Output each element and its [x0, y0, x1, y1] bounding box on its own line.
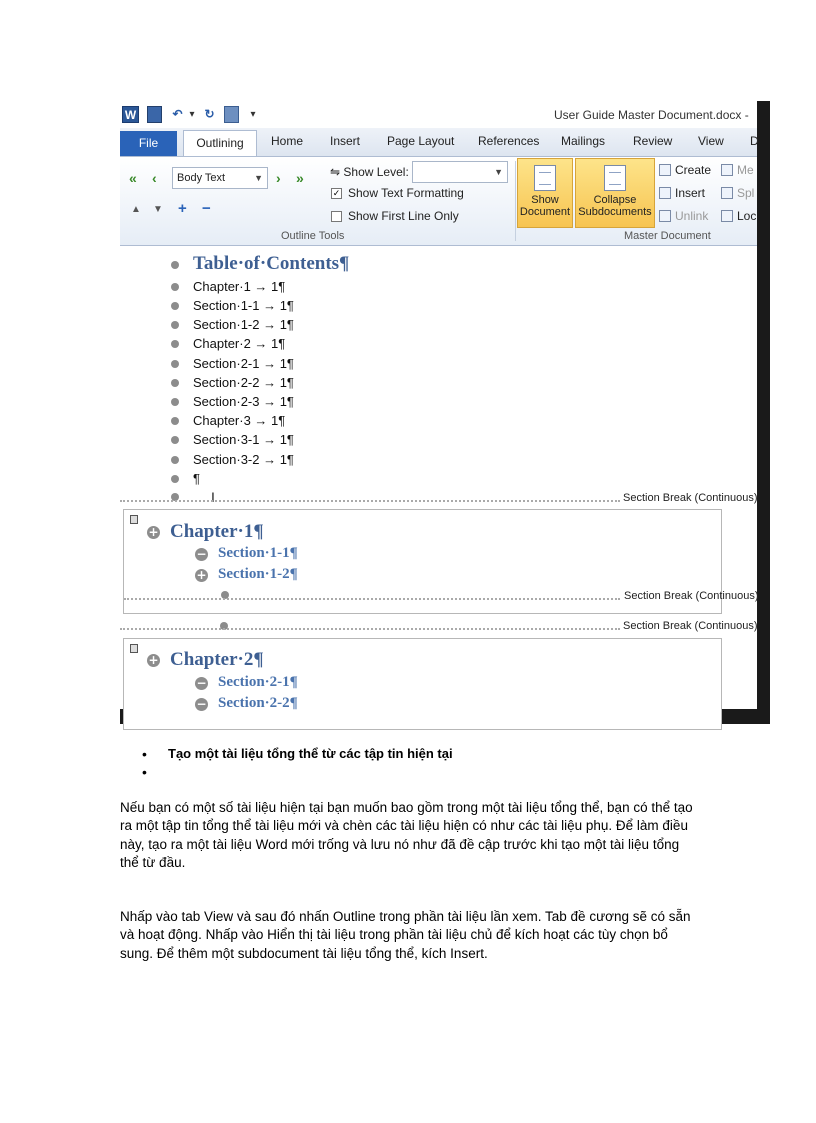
text-cursor-icon: I — [211, 489, 215, 505]
toc-entry: Chapter·3 → 1¶ — [193, 413, 286, 428]
chevron-down-icon: ▼ — [254, 173, 263, 183]
toc-title: Table·of·Contents¶ — [193, 253, 350, 274]
subdoc-item: Section·1-1¶ — [218, 545, 298, 561]
outline-bullet-icon — [171, 456, 179, 464]
demote-icon[interactable]: › — [276, 170, 281, 186]
show-level-icon: ⇋ — [330, 165, 341, 179]
section-break-label: Section Break (Continuous) — [624, 590, 759, 602]
show-document-label-2: Document — [519, 206, 571, 218]
word-app-icon[interactable]: W — [122, 106, 139, 123]
tab-page-layout[interactable]: Page Layout — [387, 134, 455, 148]
outline-bullet-icon — [171, 417, 179, 425]
paragraph-1: Nếu bạn có một số tài liệu hiện tại bạn muốn bao gồm trong một tài liệu tổng thể, bạn có thể tạo ra một tập tin tổng thể tài liệu mới và chèn các tài liệu hiện có như các tài liệu phụ. Để làm điều này, tạo ra một tài liệu Word mới trống và lưu nó như đã đề cập trước khi tạo một tài liệu tổng thể từ đầu. — [120, 800, 693, 870]
undo-dropdown-icon[interactable]: ▾ — [189, 109, 195, 120]
show-first-line-only-label: Show First Line Only — [348, 209, 459, 223]
show-document-button[interactable] — [517, 158, 573, 228]
outline-level-value: Body Text — [177, 172, 226, 184]
section-break-line — [120, 500, 620, 502]
lock-document-button[interactable] — [721, 209, 756, 223]
split-button[interactable] — [721, 186, 754, 200]
insert-icon — [659, 187, 671, 199]
outline-bullet-icon — [171, 398, 179, 406]
show-level-text: Show Level: — [343, 165, 409, 179]
create-button[interactable] — [659, 163, 711, 177]
document-area[interactable] — [120, 246, 757, 709]
word-window — [120, 101, 757, 709]
tab-references[interactable]: References — [478, 134, 540, 148]
toc-entry: Section·2-3 → 1¶ — [193, 394, 294, 409]
promote-icon[interactable]: ‹ — [152, 170, 157, 186]
create-label: Create — [675, 163, 712, 177]
lock-icon — [721, 210, 733, 222]
collapse-icon[interactable]: − — [196, 547, 207, 561]
toc-entry: Section·3-2 → 1¶ — [193, 452, 294, 467]
outline-bullet-icon — [171, 340, 179, 348]
group-separator — [515, 161, 516, 241]
show-level-combo[interactable] — [412, 161, 508, 183]
print-preview-icon[interactable] — [224, 106, 239, 123]
collapse-label-1: Collapse — [593, 194, 637, 206]
show-text-formatting-checkbox[interactable]: ✓ — [332, 188, 341, 198]
move-down-icon[interactable]: ▼ — [153, 204, 163, 215]
subdoc-item: Section·2-2¶ — [218, 695, 298, 711]
window-title: User Guide Master Document.docx - — [554, 108, 749, 122]
tab-outlining[interactable]: Outlining — [183, 130, 257, 156]
expand-icon[interactable]: + — [148, 525, 159, 539]
outline-bullet-icon — [171, 475, 179, 483]
subdoc-item: Section·2-1¶ — [218, 674, 298, 690]
demote-to-body-icon[interactable]: » — [296, 170, 304, 186]
customize-quick-access-icon[interactable]: ▾ — [250, 109, 256, 120]
toc-entry: Chapter·1 → 1¶ — [193, 279, 286, 294]
toc-entry: Section·1-1 → 1¶ — [193, 298, 294, 313]
show-text-formatting-label: Show Text Formatting — [348, 186, 464, 200]
section-break-line — [124, 598, 620, 600]
subdoc-heading: Chapter·1¶ — [170, 521, 264, 542]
create-icon — [659, 164, 671, 176]
move-up-icon[interactable]: ▲ — [131, 204, 141, 215]
outline-bullet-icon — [171, 436, 179, 444]
section-break-label: Section Break (Continuous) — [623, 620, 758, 632]
paragraph-2: Nhấp vào tab View và sau đó nhấn Outline trong phần tài liệu lần xem. Tab đề cương sẽ có sẵn và hoạt động. Nhấp vào Hiển thị tài liệu trong phần tài liệu chủ để kích hoạt các tùy chọn bổ sung. Để thêm một subdocument tài liệu tổng thể, kích Insert. — [120, 909, 691, 961]
toc-entry: Section·2-1 → 1¶ — [193, 356, 294, 371]
tab-review[interactable]: Review — [633, 134, 673, 148]
merge-icon — [721, 164, 733, 176]
show-document-label-1: Show — [531, 194, 559, 206]
save-icon[interactable] — [147, 106, 162, 123]
toc-entry: Section·1-2 → 1¶ — [193, 317, 294, 332]
outline-bullet-icon — [171, 283, 179, 291]
expand-icon[interactable]: + — [196, 568, 207, 582]
lock-label: Loc — [737, 209, 757, 223]
subdoc-item: Section·1-2¶ — [218, 566, 298, 582]
ribbon-tabs — [120, 128, 757, 157]
show-first-line-only-checkbox[interactable] — [331, 211, 342, 222]
section-break-line — [120, 628, 620, 630]
tab-file[interactable]: File — [120, 131, 177, 156]
show-level-label — [330, 165, 409, 179]
collapse-icon[interactable]: − — [196, 676, 207, 690]
bullet-text: Tạo một tài liệu tổng thể từ các tập tin hiện tại — [168, 746, 453, 761]
tab-developer[interactable]: D — [750, 134, 759, 148]
outline-level-combo[interactable] — [172, 167, 268, 189]
outline-bullet-icon — [171, 360, 179, 368]
expand-icon[interactable]: + — [178, 200, 187, 217]
collapse-icon[interactable]: − — [196, 697, 207, 711]
insert-label: Insert — [675, 186, 706, 200]
tab-insert[interactable]: Insert — [330, 134, 361, 148]
toc-entry: Section·2-2 → 1¶ — [193, 375, 294, 390]
tab-view[interactable]: View — [698, 134, 724, 148]
expand-icon[interactable]: + — [148, 653, 159, 667]
unlink-label: Unlink — [675, 209, 709, 223]
outline-bullet-icon — [171, 379, 179, 387]
insert-button[interactable] — [659, 186, 705, 200]
toc-entry: Chapter·2 → 1¶ — [193, 336, 286, 351]
collapse-subdocuments-button[interactable] — [575, 158, 655, 228]
toc-entry: ¶ — [193, 471, 200, 486]
merge-button[interactable] — [721, 163, 754, 177]
ribbon — [120, 157, 757, 246]
subdocument-icon[interactable] — [130, 515, 138, 524]
embedded-screenshot — [120, 101, 770, 724]
split-icon — [721, 187, 733, 199]
collapse-label-2: Subdocuments — [578, 206, 652, 218]
undo-icon[interactable]: ↶ — [172, 107, 183, 121]
redo-icon[interactable]: ↻ — [204, 107, 215, 121]
tab-mailings[interactable]: Mailings — [561, 134, 606, 148]
outline-bullet-icon — [171, 261, 179, 269]
title-bar — [120, 101, 757, 128]
unlink-button[interactable] — [659, 209, 708, 223]
subdocument-1[interactable] — [123, 509, 759, 614]
subdocument-2[interactable] — [123, 638, 722, 730]
section-break-label: Section Break (Continuous) — [623, 492, 758, 504]
collapse-icon[interactable]: − — [202, 200, 211, 217]
collapse-subdocuments-icon — [604, 165, 626, 191]
unlink-icon — [659, 210, 671, 222]
tab-home[interactable]: Home — [271, 134, 304, 148]
subdoc-heading: Chapter·2¶ — [170, 649, 264, 670]
outline-bullet-icon — [171, 302, 179, 310]
promote-to-heading1-icon[interactable]: « — [129, 170, 137, 186]
subdocument-icon[interactable] — [130, 644, 138, 653]
merge-label: Me — [737, 163, 754, 177]
toc-entry: Section·3-1 → 1¶ — [193, 432, 294, 447]
chevron-down-icon: ▼ — [494, 167, 503, 177]
outline-bullet-icon — [171, 321, 179, 329]
master-document-group-label: Master Document — [624, 230, 711, 242]
show-document-icon — [534, 165, 556, 191]
outline-tools-group-label: Outline Tools — [281, 230, 345, 242]
split-label: Spl — [737, 186, 755, 200]
